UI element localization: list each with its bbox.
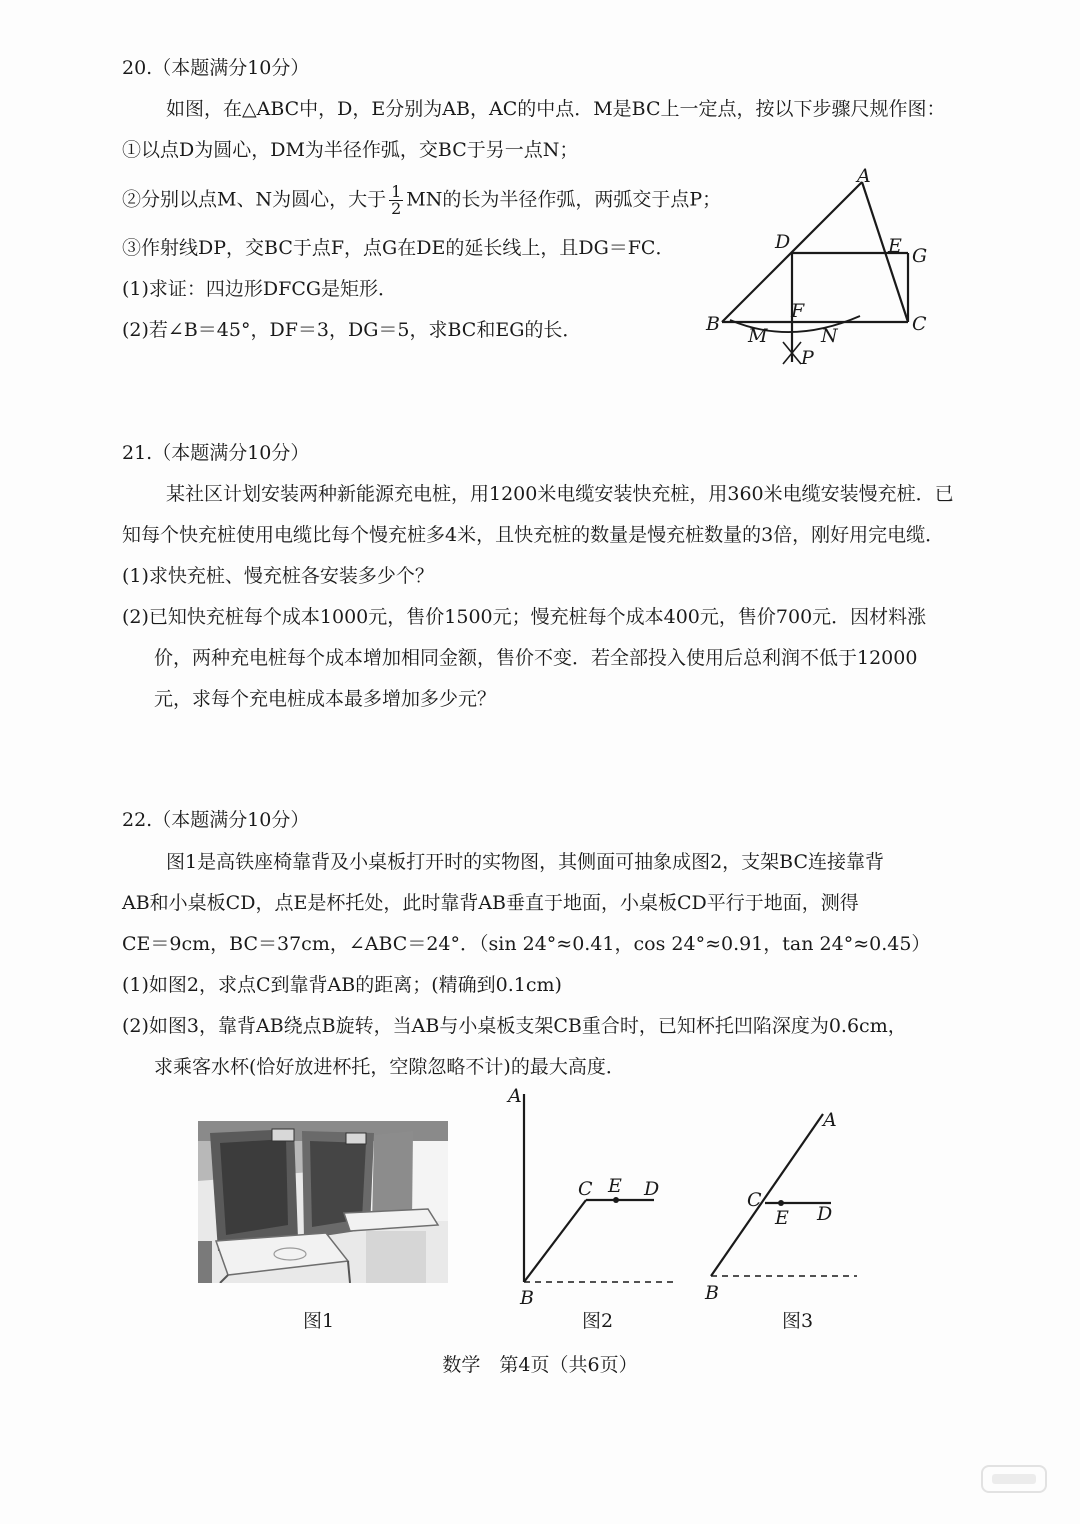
fig2-segment-bc (524, 1200, 586, 1282)
q20-step2-text-a: ②分别以点M、N为圆心，大于 (122, 188, 387, 211)
label-b: B (706, 313, 720, 335)
label-a: A (857, 165, 871, 187)
label-c: C (912, 313, 927, 335)
fig3-segment-ab (711, 1114, 823, 1276)
fig3-label-a: A (823, 1109, 837, 1131)
fig2-caption: 图2 (582, 1310, 614, 1332)
q21-header: 21.（本题满分10分） (122, 442, 310, 464)
q21-part2-line2: 价，两种充电桩每个成本增加相同金额，售价不变．若全部投入使用后总利润不低于12000 (154, 647, 918, 669)
q21-para1-line2: 知每个快充桩使用电缆比每个慢充桩多4米，且快充桩的数量是慢充桩数量的3倍，刚好用完电缆． (122, 524, 945, 546)
train-seat-photo (198, 1121, 448, 1283)
q22-para-line1: 图1是高铁座椅靠背及小桌板打开时的实物图，其侧面可抽象成图2，支架BC连接靠背 (166, 851, 885, 873)
label-n: N (821, 325, 838, 347)
q22-para-line2: AB和小桌板CD，点E是杯托处，此时靠背AB垂直于地面，小桌板CD平行于地面，测得 (122, 892, 859, 914)
fig3-label-b: B (705, 1282, 719, 1304)
q22-part2-line1: (2)如图3，靠背AB绕点B旋转，当AB与小桌板支架CB重合时，已知杯托凹陷深度为0.6cm， (122, 1015, 907, 1037)
fraction-denominator: 2 (391, 199, 402, 218)
q20-part1: (1)求证：四边形DFCG是矩形． (122, 278, 398, 300)
label-e: E (888, 235, 902, 257)
fig3-point-e (778, 1200, 784, 1206)
q22-header: 22.（本题满分10分） (122, 809, 310, 831)
figure-3 (695, 1102, 870, 1307)
fig2-label-b: B (520, 1287, 534, 1307)
page-footer: 数学 第4页（共6页） (442, 1354, 638, 1376)
q20-part2: (2)若∠B＝45°，DF＝3，DG＝5，求BC和EG的长． (122, 319, 582, 341)
fig2-label-d: D (644, 1178, 660, 1200)
q20-intro: 如图，在△ABC中，D，E分别为AB，AC的中点．M是BC上一定点，按以下步骤尺规作图： (166, 98, 946, 120)
q21-part2-line3: 元，求每个充电桩成本最多增加多少元？ (154, 688, 497, 710)
q21-para1-line1: 某社区计划安装两种新能源充电桩，用1200米电缆安装快充桩，用360米电缆安装慢充桩．已 (166, 483, 954, 505)
fig3-caption: 图3 (782, 1310, 814, 1332)
watermark-logo (980, 1462, 1050, 1496)
q21-part1: (1)求快充桩、慢充桩各安装多少个？ (122, 565, 434, 587)
q22-para-line3: CE＝9cm，BC＝37cm，∠ABC＝24°．（sin 24°≈0.41，cos 24°≈0.91，tan 24°≈0.45） (122, 933, 931, 955)
label-f: F (791, 300, 805, 322)
fraction-numerator: 1 (391, 182, 402, 201)
fig3-label-c: C (747, 1189, 762, 1211)
label-g: G (912, 245, 928, 267)
label-p: P (801, 347, 814, 369)
fig2-label-e: E (608, 1175, 622, 1197)
fig2-label-c: C (578, 1178, 593, 1200)
q20-step2-text-b: MN的长为半径作弧，两弧交于点P； (406, 188, 722, 211)
q20-step1: ①以点D为圆心，DM为半径作弧，交BC于另一点N； (122, 139, 579, 161)
fig3-label-e: E (775, 1207, 789, 1229)
q20-figure (690, 160, 950, 375)
label-d: D (775, 231, 791, 253)
q20-step2 (122, 184, 721, 217)
label-m: M (748, 325, 768, 347)
q20-header: 20.（本题满分10分） (122, 57, 310, 79)
q20-step3: ③作射线DP，交BC于点F，点G在DE的延长线上，且DG＝FC． (122, 237, 675, 259)
q22-part1: (1)如图2，求点C到靠背AB的距离；(精确到0.1cm) (122, 974, 562, 996)
fig3-label-d: D (817, 1203, 833, 1225)
fig2-label-a: A (508, 1085, 522, 1107)
fig1-caption: 图1 (303, 1310, 335, 1332)
q21-part2-line1: (2)已知快充桩每个成本1000元，售价1500元；慢充桩每个成本400元，售价700元．因材料涨 (122, 606, 927, 628)
half-fraction (389, 184, 403, 217)
fig2-point-e (613, 1197, 619, 1203)
figure-2 (500, 1082, 690, 1307)
q22-part2-line2: 求乘客水杯(恰好放进杯托，空隙忽略不计)的最大高度． (154, 1056, 625, 1078)
